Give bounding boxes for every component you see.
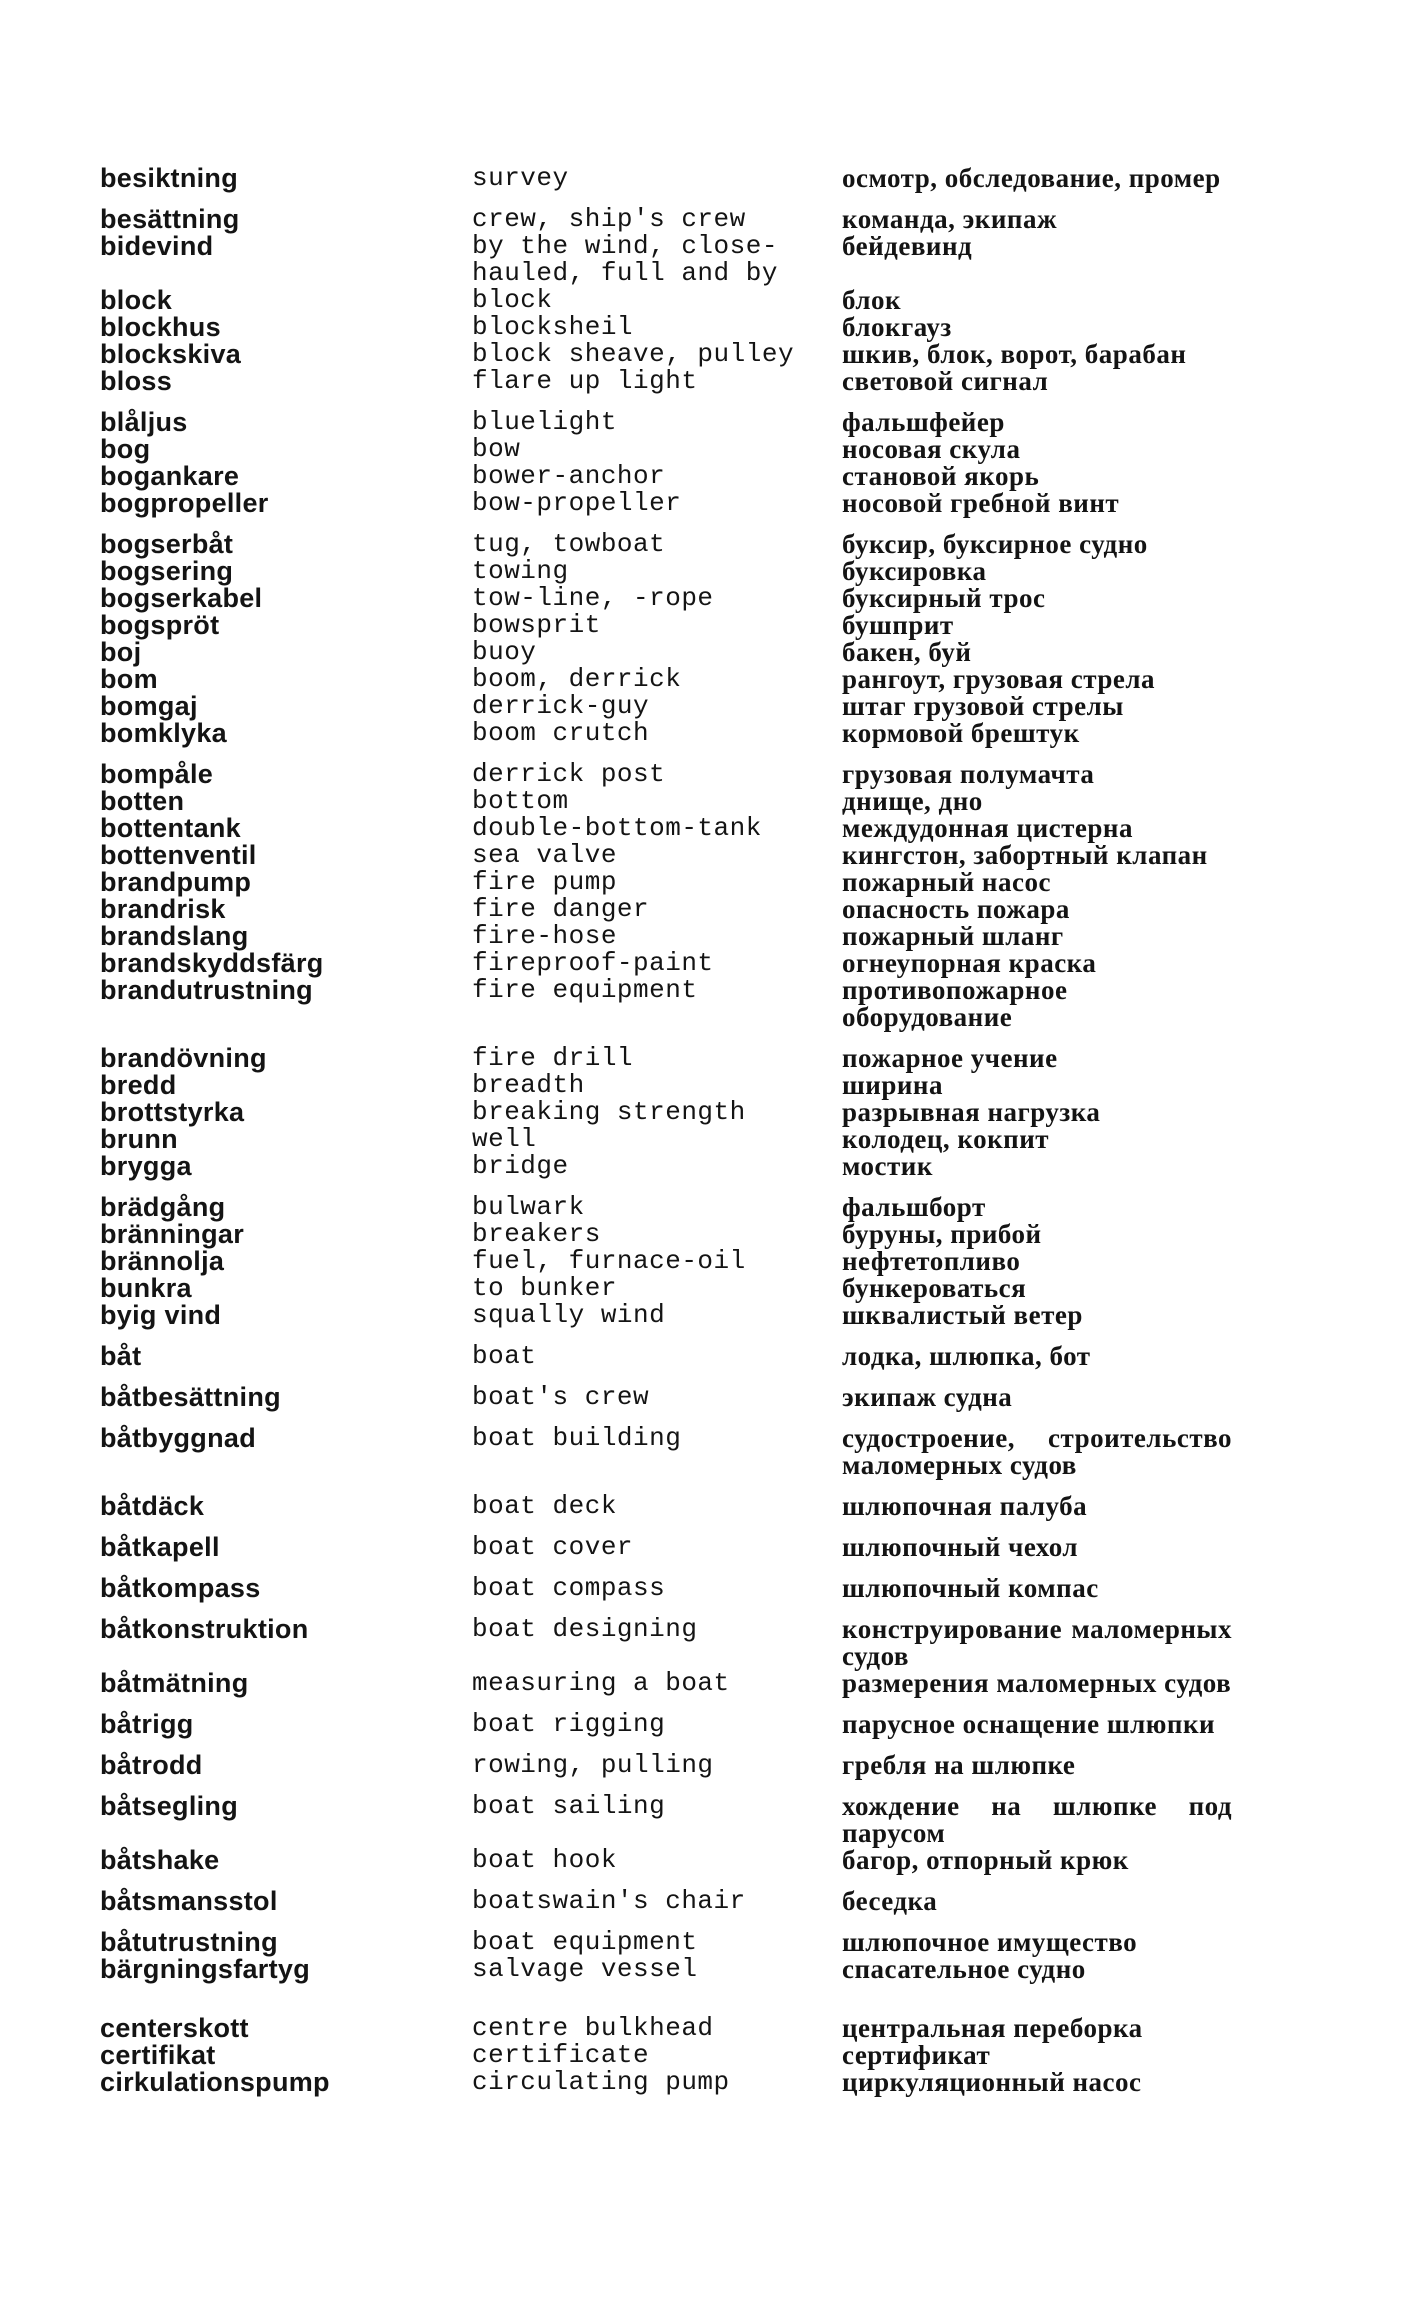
english-translation: breadth (472, 1070, 585, 1100)
dictionary-entry (100, 1425, 1240, 1479)
dictionary-entry (100, 1302, 1240, 1329)
russian-translation: циркуляционный насос (842, 2067, 1142, 2097)
swedish-term: bottenventil (100, 840, 257, 870)
english-translation: flare up light (472, 366, 698, 396)
russian-translation: судостроение, строительство маломерных судов (842, 1423, 1232, 1480)
english-translation: crew, ship's crew (472, 204, 746, 234)
russian-translation: беседка (842, 1886, 938, 1916)
english-translation: boat (472, 1341, 537, 1371)
english-translation: boat compass (472, 1573, 666, 1603)
russian-translation: буксир, буксирное судно (842, 529, 1148, 559)
dictionary-entry (100, 1711, 1240, 1738)
english-translation: fuel, furnace-oil (472, 1246, 746, 1276)
english-translation: bow (472, 434, 521, 464)
english-translation: block (472, 285, 553, 315)
swedish-term: brandskyddsfärg (100, 948, 324, 978)
russian-translation: бушприт (842, 610, 954, 640)
swedish-term: brädgång (100, 1192, 226, 1222)
dictionary-entry (100, 1616, 1240, 1670)
swedish-term: boj (100, 637, 142, 667)
dictionary-entry (100, 1194, 1240, 1221)
dictionary-entry (100, 666, 1240, 693)
russian-translation: шлюпочное имущество (842, 1927, 1138, 1957)
russian-translation: фальшфейер (842, 407, 1005, 437)
dictionary-entry (100, 2042, 1240, 2069)
english-translation: fireproof-paint (472, 948, 714, 978)
dictionary-entry (100, 2069, 1240, 2096)
swedish-term: båtshake (100, 1845, 220, 1875)
english-translation: bridge (472, 1151, 569, 1181)
swedish-term: bogserkabel (100, 583, 263, 613)
dictionary-entry (100, 165, 1240, 192)
dictionary-entry (100, 1153, 1240, 1180)
russian-translation: нефтетопливо (842, 1246, 1021, 1276)
russian-translation: парусное оснащение шлюпки (842, 1709, 1216, 1739)
english-translation: boatswain's chair (472, 1886, 746, 1916)
russian-translation: экипаж судна (842, 1382, 1013, 1412)
swedish-term: båtkompass (100, 1573, 261, 1603)
swedish-term: brottstyrka (100, 1097, 245, 1127)
russian-translation: бункероваться (842, 1273, 1027, 1303)
russian-translation: гребля на шлюпке (842, 1750, 1076, 1780)
russian-translation: пожарный насос (842, 867, 1051, 897)
dictionary-entry (100, 1045, 1240, 1072)
dictionary-entry (100, 463, 1240, 490)
russian-translation: грузовая полумачта (842, 759, 1095, 789)
russian-translation: мостик (842, 1151, 933, 1181)
english-translation: block sheave, pulley (472, 339, 795, 369)
english-translation: bulwark (472, 1192, 585, 1222)
dictionary-entry (100, 1929, 1240, 1956)
dictionary-entry (100, 1534, 1240, 1561)
swedish-term: centerskott (100, 2013, 249, 2043)
swedish-term: båtsegling (100, 1791, 239, 1821)
dictionary-entry (100, 2015, 1240, 2042)
swedish-term: bom (100, 664, 158, 694)
english-translation: boat designing (472, 1614, 698, 1644)
swedish-term: cirkulationspump (100, 2067, 330, 2097)
english-translation: derrick-guy (472, 691, 650, 721)
dictionary-entry (100, 720, 1240, 747)
english-translation: boat rigging (472, 1709, 666, 1739)
dictionary-entry (100, 1493, 1240, 1520)
russian-translation: осмотр, обследование, промер (842, 163, 1221, 193)
dictionary-entry (100, 1275, 1240, 1302)
swedish-term: bunkra (100, 1273, 192, 1303)
english-translation: boat cover (472, 1532, 634, 1562)
dictionary-entry (100, 409, 1240, 436)
english-translation: breaking strength (472, 1097, 746, 1127)
swedish-term: bogserbåt (100, 529, 234, 559)
english-translation: bow-propeller (472, 488, 682, 518)
swedish-term: bomgaj (100, 691, 198, 721)
dictionary-entry (100, 436, 1240, 463)
dictionary-entry (100, 639, 1240, 666)
english-translation: tug, towboat (472, 529, 666, 559)
russian-translation: разрывная нагрузка (842, 1097, 1101, 1127)
english-translation: fire danger (472, 894, 650, 924)
english-translation: centre bulkhead (472, 2013, 714, 2043)
english-translation: breakers (472, 1219, 601, 1249)
english-translation: boat building (472, 1423, 682, 1453)
swedish-term: botten (100, 786, 185, 816)
swedish-term: bogspröt (100, 610, 220, 640)
russian-translation: шлюпочная палуба (842, 1491, 1088, 1521)
russian-translation: рангоут, грузовая стрела (842, 664, 1155, 694)
english-translation: double-bottom-tank (472, 813, 762, 843)
russian-translation: пожарный шланг (842, 921, 1064, 951)
dictionary-entry (100, 531, 1240, 558)
english-translation: measuring a boat (472, 1668, 730, 1698)
english-translation: boat deck (472, 1491, 617, 1521)
english-translation: boom, derrick (472, 664, 682, 694)
swedish-term: båtrodd (100, 1750, 203, 1780)
english-translation: salvage vessel (472, 1954, 698, 1984)
dictionary-entry (100, 233, 1240, 287)
swedish-term: bloss (100, 366, 173, 396)
dictionary-entry (100, 950, 1240, 977)
russian-translation: днище, дно (842, 786, 983, 816)
english-translation: buoy (472, 637, 537, 667)
dictionary-entry (100, 1888, 1240, 1915)
swedish-term: blåljus (100, 407, 188, 437)
swedish-term: bränningar (100, 1219, 245, 1249)
dictionary-entry (100, 896, 1240, 923)
dictionary-entry (100, 693, 1240, 720)
english-translation: bluelight (472, 407, 617, 437)
english-translation: boom crutch (472, 718, 650, 748)
english-translation: bottom (472, 786, 569, 816)
english-translation: boat's crew (472, 1382, 650, 1412)
russian-translation: междудонная цистерна (842, 813, 1133, 843)
swedish-term: bompåle (100, 759, 214, 789)
swedish-term: båtdäck (100, 1491, 205, 1521)
swedish-term: båtkapell (100, 1532, 220, 1562)
russian-translation: кормовой брештук (842, 718, 1080, 748)
dictionary-entry (100, 1575, 1240, 1602)
dictionary-entry (100, 1956, 1240, 1983)
russian-translation: сертификат (842, 2040, 991, 2070)
russian-translation: блокгауз (842, 312, 952, 342)
swedish-term: bärgningsfartyg (100, 1954, 311, 1984)
dictionary-entry (100, 1384, 1240, 1411)
russian-translation: бейдевинд (842, 231, 973, 261)
russian-translation: шлюпочный компас (842, 1573, 1099, 1603)
swedish-term: båtutrustning (100, 1927, 278, 1957)
english-translation: squally wind (472, 1300, 666, 1330)
swedish-term: blockskiva (100, 339, 242, 369)
english-translation: derrick post (472, 759, 666, 789)
english-translation: boat sailing (472, 1791, 666, 1821)
russian-translation: колодец, кокпит (842, 1124, 1050, 1154)
swedish-term: block (100, 285, 173, 315)
russian-translation: носовой гребной винт (842, 488, 1120, 518)
dictionary-entry (100, 977, 1240, 1031)
english-translation: fire pump (472, 867, 617, 897)
swedish-term: båtrigg (100, 1709, 194, 1739)
swedish-term: bogsering (100, 556, 234, 586)
swedish-term: bomklyka (100, 718, 227, 748)
swedish-term: besiktning (100, 163, 239, 193)
dictionary-entry (100, 558, 1240, 585)
dictionary-entry (100, 761, 1240, 788)
english-translation: fire drill (472, 1043, 634, 1073)
english-translation: survey (472, 163, 569, 193)
russian-translation: кингстон, забортный клапан (842, 840, 1208, 870)
english-translation: rowing, pulling (472, 1750, 714, 1780)
english-translation: fire equipment (472, 975, 698, 1005)
russian-translation: противопожарное оборудование (842, 975, 1068, 1032)
english-translation: circulating pump (472, 2067, 730, 2097)
russian-translation: пожарное учение (842, 1043, 1058, 1073)
russian-translation: носовая скула (842, 434, 1021, 464)
swedish-term: besättning (100, 204, 240, 234)
russian-translation: шлюпочный чехол (842, 1532, 1079, 1562)
russian-translation: опасность пожара (842, 894, 1070, 924)
english-translation: boat equipment (472, 1927, 698, 1957)
russian-translation: спасательное судно (842, 1954, 1086, 1984)
dictionary-entry (100, 788, 1240, 815)
dictionary-entry (100, 206, 1240, 233)
dictionary-entry (100, 490, 1240, 517)
swedish-term: brandrisk (100, 894, 226, 924)
swedish-term: byig vind (100, 1300, 222, 1330)
swedish-term: brandslang (100, 921, 249, 951)
dictionary-entry (100, 1847, 1240, 1874)
russian-translation: блок (842, 285, 902, 315)
english-translation: well (472, 1124, 537, 1154)
russian-translation: центральная переборка (842, 2013, 1143, 2043)
swedish-term: brandövning (100, 1043, 267, 1073)
dictionary-entry (100, 842, 1240, 869)
russian-translation: буксировка (842, 556, 987, 586)
swedish-term: bredd (100, 1070, 177, 1100)
english-translation: fire-hose (472, 921, 617, 951)
english-translation: tow-line, -rope (472, 583, 714, 613)
russian-translation: огнеупорная краска (842, 948, 1097, 978)
swedish-term: båtkonstruktion (100, 1614, 309, 1644)
swedish-term: bidevind (100, 231, 214, 261)
dictionary-entry (100, 287, 1240, 314)
russian-translation: конструирование маломерных судов (842, 1614, 1232, 1671)
dictionary-entry (100, 1793, 1240, 1847)
dictionary-entry (100, 815, 1240, 842)
dictionary-entry (100, 1126, 1240, 1153)
english-translation: by the wind, close-hauled, full and by (472, 231, 778, 288)
russian-translation: штаг грузовой стрелы (842, 691, 1124, 721)
dictionary-entry (100, 368, 1240, 395)
english-translation: certificate (472, 2040, 650, 2070)
swedish-term: bottentank (100, 813, 241, 843)
dictionary-entry (100, 923, 1240, 950)
russian-translation: хождение на шлюпке под парусом (842, 1791, 1232, 1848)
russian-translation: багор, отпорный крюк (842, 1845, 1129, 1875)
swedish-term: båt (100, 1341, 142, 1371)
swedish-term: brännolja (100, 1246, 225, 1276)
russian-translation: размерения маломерных судов (842, 1668, 1232, 1698)
russian-translation: фальшборт (842, 1192, 986, 1222)
dictionary-entry (100, 612, 1240, 639)
swedish-term: båtmätning (100, 1668, 249, 1698)
swedish-term: bogpropeller (100, 488, 269, 518)
swedish-term: båtbyggnad (100, 1423, 256, 1453)
russian-translation: лодка, шлюпка, бот (842, 1341, 1091, 1371)
english-translation: sea valve (472, 840, 617, 870)
dictionary-entry (100, 1670, 1240, 1697)
dictionary-entry (100, 341, 1240, 368)
russian-translation: буксирный трос (842, 583, 1046, 613)
english-translation: towing (472, 556, 569, 586)
swedish-term: båtsmansstol (100, 1886, 278, 1916)
english-translation: blocksheil (472, 312, 634, 342)
dictionary-entry (100, 1099, 1240, 1126)
russian-translation: шквалистый ветер (842, 1300, 1083, 1330)
english-translation: boat hook (472, 1845, 617, 1875)
dictionary-entry (100, 869, 1240, 896)
swedish-term: brandutrustning (100, 975, 313, 1005)
swedish-term: blockhus (100, 312, 221, 342)
swedish-term: brandpump (100, 867, 252, 897)
russian-translation: световой сигнал (842, 366, 1049, 396)
swedish-term: båtbesättning (100, 1382, 281, 1412)
english-translation: to bunker (472, 1273, 617, 1303)
swedish-term: bog (100, 434, 151, 464)
russian-translation: шкив, блок, ворот, барабан (842, 339, 1187, 369)
dictionary-entry (100, 1248, 1240, 1275)
dictionary-entry (100, 1752, 1240, 1779)
english-translation: bower-anchor (472, 461, 666, 491)
swedish-term: certifikat (100, 2040, 216, 2070)
swedish-term: bogankare (100, 461, 240, 491)
dictionary-entry (100, 1343, 1240, 1370)
dictionary-entry (100, 1221, 1240, 1248)
swedish-term: brunn (100, 1124, 178, 1154)
english-translation: bowsprit (472, 610, 601, 640)
dictionary-list (100, 165, 1240, 2096)
russian-translation: буруны, прибой (842, 1219, 1042, 1249)
russian-translation: бакен, буй (842, 637, 972, 667)
dictionary-entry (100, 585, 1240, 612)
russian-translation: становой якорь (842, 461, 1040, 491)
russian-translation: ширина (842, 1070, 943, 1100)
dictionary-entry (100, 1072, 1240, 1099)
dictionary-entry (100, 314, 1240, 341)
swedish-term: brygga (100, 1151, 192, 1181)
russian-translation: команда, экипаж (842, 204, 1058, 234)
